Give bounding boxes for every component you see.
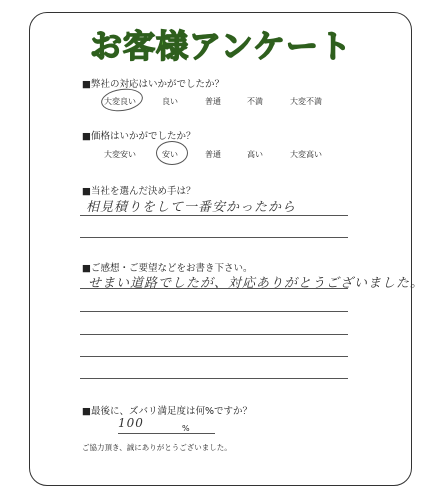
answer-line: [80, 334, 348, 335]
option-price-very-cheap[interactable]: 大変安い: [104, 150, 136, 159]
option-service-very-unsatisfied[interactable]: 大変不満: [290, 97, 322, 106]
question-deciding-factor: ■当社を選んだ決め手は？: [82, 186, 196, 197]
question-comments: ■ご感想・ご要望などをお書き下さい。: [82, 263, 253, 274]
answer-line: [80, 311, 348, 312]
answer-line: [80, 356, 348, 357]
satisfaction-line: [118, 433, 215, 434]
thanks-message: ご協力頂き、誠にありがとうございました。: [82, 443, 232, 452]
option-service-unsatisfied[interactable]: 不満: [247, 97, 263, 106]
question-service: ■弊社の対応はいかがでしたか？: [82, 79, 224, 90]
question-price: ■価格はいかがでしたか？: [82, 131, 196, 142]
option-price-very-expensive[interactable]: 大変高い: [290, 150, 322, 159]
option-service-normal[interactable]: 普通: [205, 97, 221, 106]
answer-line: [80, 378, 348, 379]
answer-satisfaction: 100: [118, 416, 144, 430]
percent-unit: %: [182, 424, 190, 433]
option-price-expensive[interactable]: 高い: [247, 150, 263, 159]
answer-comments: せまい道路でしたが、対応ありがとうございました。: [88, 276, 425, 291]
answer-deciding-factor: 相見積りをして一番安かったから: [86, 200, 297, 215]
answer-line: [80, 288, 348, 289]
option-price-cheap[interactable]: 安い: [162, 150, 178, 159]
question-satisfaction: ■最後に、ズバリ満足度は何%ですか？: [82, 406, 253, 417]
option-service-good[interactable]: 良い: [162, 97, 178, 106]
selected-circle-price: [156, 141, 188, 165]
option-service-very-good[interactable]: 大変良い: [104, 97, 136, 106]
option-price-normal[interactable]: 普通: [205, 150, 221, 159]
survey-title: お客様アンケート: [89, 27, 353, 65]
answer-line: [80, 237, 348, 238]
answer-line: [80, 215, 348, 216]
